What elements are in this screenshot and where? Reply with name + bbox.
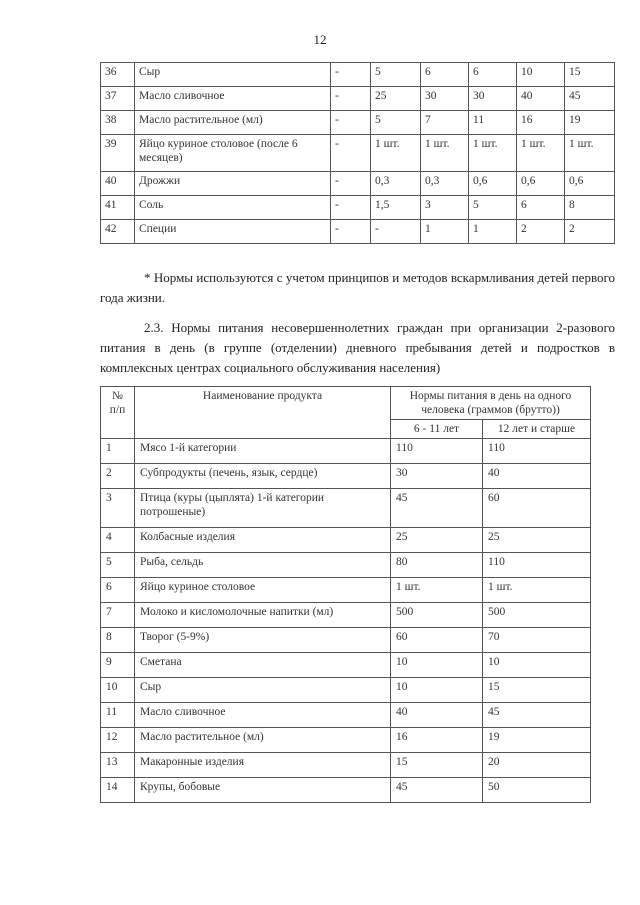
table-cell: 4 bbox=[101, 528, 135, 553]
table-cell: - bbox=[331, 172, 371, 196]
table-cell: 19 bbox=[483, 728, 591, 753]
table-cell: 40 bbox=[101, 172, 135, 196]
table-row bbox=[101, 653, 591, 678]
table-cell: 50 bbox=[483, 778, 591, 803]
table-cell: 7 bbox=[101, 603, 135, 628]
table-row bbox=[101, 753, 591, 778]
table-cell: 20 bbox=[483, 753, 591, 778]
table-row bbox=[101, 63, 615, 87]
table-cell: 500 bbox=[391, 603, 483, 628]
table-row bbox=[101, 196, 615, 220]
table-row bbox=[101, 553, 591, 578]
product-name-cell: Масло сливочное bbox=[135, 703, 391, 728]
table-row bbox=[101, 87, 615, 111]
table-cell: 30 bbox=[391, 464, 483, 489]
table-cell: 1 bbox=[421, 220, 469, 244]
table-row bbox=[101, 728, 591, 753]
product-name-cell: Яйцо куриное столовое bbox=[135, 578, 391, 603]
table-row bbox=[101, 439, 591, 464]
table-cell: 12 bbox=[101, 728, 135, 753]
table-row bbox=[101, 603, 591, 628]
table-cell: 45 bbox=[483, 703, 591, 728]
table-cell: 39 bbox=[101, 135, 135, 172]
table-cell: 11 bbox=[469, 111, 517, 135]
product-name-cell: Яйцо куриное столовое (после 6 месяцев) bbox=[135, 135, 331, 172]
product-name-cell: Молоко и кисломолочные напитки (мл) bbox=[135, 603, 391, 628]
table-cell: 1 шт. bbox=[421, 135, 469, 172]
table-cell: 15 bbox=[391, 753, 483, 778]
table-cell: - bbox=[331, 135, 371, 172]
product-name-cell: Макаронные изделия bbox=[135, 753, 391, 778]
table-cell: 8 bbox=[565, 196, 615, 220]
table-cell: 80 bbox=[391, 553, 483, 578]
table-cell: 10 bbox=[391, 653, 483, 678]
product-name-cell: Масло растительное (мл) bbox=[135, 728, 391, 753]
table-cell: 16 bbox=[391, 728, 483, 753]
table-cell: 500 bbox=[483, 603, 591, 628]
norms-table-continued bbox=[100, 62, 615, 244]
header-age-12-plus: 12 лет и старше bbox=[483, 420, 591, 439]
table-cell: 10 bbox=[483, 653, 591, 678]
header-norms: Нормы питания в день на одного человека (граммов (брутто)) bbox=[391, 387, 591, 420]
table-cell: 110 bbox=[483, 439, 591, 464]
product-name-cell: Птица (куры (цыплята) 1-й категории потрошеные) bbox=[135, 489, 391, 528]
table-row bbox=[101, 678, 591, 703]
product-name-cell: Масло растительное (мл) bbox=[135, 111, 331, 135]
table-row bbox=[101, 528, 591, 553]
product-name-cell: Соль bbox=[135, 196, 331, 220]
table-cell: 25 bbox=[483, 528, 591, 553]
table-cell: 3 bbox=[421, 196, 469, 220]
table-cell: 13 bbox=[101, 753, 135, 778]
header-num: № п/п bbox=[101, 387, 135, 439]
table-cell: 3 bbox=[101, 489, 135, 528]
table-cell: 1 шт. bbox=[483, 578, 591, 603]
table-cell: 0,6 bbox=[565, 172, 615, 196]
table-cell: 45 bbox=[391, 778, 483, 803]
product-name-cell: Сыр bbox=[135, 63, 331, 87]
table-cell: 25 bbox=[391, 528, 483, 553]
table-cell: 37 bbox=[101, 87, 135, 111]
norms-table-2-3 bbox=[100, 386, 591, 803]
table-cell: 1,5 bbox=[371, 196, 421, 220]
table-cell: 1 bbox=[469, 220, 517, 244]
table-row bbox=[101, 220, 615, 244]
product-name-cell: Специи bbox=[135, 220, 331, 244]
table-cell: 9 bbox=[101, 653, 135, 678]
product-name-cell: Дрожжи bbox=[135, 172, 331, 196]
table-cell: 1 bbox=[101, 439, 135, 464]
table-cell: 38 bbox=[101, 111, 135, 135]
table-cell: 6 bbox=[421, 63, 469, 87]
table-cell: 5 bbox=[371, 63, 421, 87]
table-cell: 45 bbox=[391, 489, 483, 528]
header-product-name: Наименование продукта bbox=[135, 387, 391, 439]
table-cell: 42 bbox=[101, 220, 135, 244]
table-cell: 7 bbox=[421, 111, 469, 135]
product-name-cell: Сметана bbox=[135, 653, 391, 678]
table-cell: - bbox=[331, 63, 371, 87]
product-name-cell: Крупы, бобовые bbox=[135, 778, 391, 803]
table-cell: 41 bbox=[101, 196, 135, 220]
product-name-cell: Колбасные изделия bbox=[135, 528, 391, 553]
table-cell: - bbox=[331, 87, 371, 111]
table-cell: 14 bbox=[101, 778, 135, 803]
table-cell: - bbox=[371, 220, 421, 244]
table-cell: 1 шт. bbox=[517, 135, 565, 172]
table-cell: 1 шт. bbox=[565, 135, 615, 172]
table-row bbox=[101, 172, 615, 196]
product-name-cell: Субпродукты (печень, язык, сердце) bbox=[135, 464, 391, 489]
table-cell: 40 bbox=[517, 87, 565, 111]
table-cell: 0,3 bbox=[421, 172, 469, 196]
table-cell: 19 bbox=[565, 111, 615, 135]
table-cell: - bbox=[331, 220, 371, 244]
table-cell: 45 bbox=[565, 87, 615, 111]
table-row bbox=[101, 489, 591, 528]
table-cell: 30 bbox=[421, 87, 469, 111]
table-cell: 40 bbox=[391, 703, 483, 728]
table-row bbox=[101, 703, 591, 728]
page-number: 12 bbox=[313, 32, 327, 47]
product-name-cell: Масло сливочное bbox=[135, 87, 331, 111]
table-cell: 6 bbox=[469, 63, 517, 87]
table-cell: 10 bbox=[517, 63, 565, 87]
table-row bbox=[101, 135, 615, 172]
product-name-cell: Сыр bbox=[135, 678, 391, 703]
table-cell: 1 шт. bbox=[469, 135, 517, 172]
table-cell: 5 bbox=[469, 196, 517, 220]
table-cell: - bbox=[331, 196, 371, 220]
table-cell: 15 bbox=[565, 63, 615, 87]
footnote: * Нормы используются с учетом принципов и методов вскармливания детей первого года жизни. bbox=[100, 270, 615, 305]
table-cell: 0,6 bbox=[469, 172, 517, 196]
table-cell: 6 bbox=[101, 578, 135, 603]
table-cell: 110 bbox=[483, 553, 591, 578]
product-name-cell: Творог (5-9%) bbox=[135, 628, 391, 653]
table-cell: - bbox=[331, 111, 371, 135]
table-cell: 2 bbox=[101, 464, 135, 489]
table-cell: 60 bbox=[483, 489, 591, 528]
table-row bbox=[101, 464, 591, 489]
table-cell: 25 bbox=[371, 87, 421, 111]
table-cell: 36 bbox=[101, 63, 135, 87]
table-cell: 15 bbox=[483, 678, 591, 703]
section-title: 2.3. Нормы питания несовершеннолетних граждан при организации 2-разового питания в день (в группе (отделении) дневного пребывания детей и подростков в комплексных центрах социального обслуживания населения) bbox=[100, 320, 615, 375]
table-cell: 70 bbox=[483, 628, 591, 653]
table-cell: 0,3 bbox=[371, 172, 421, 196]
table-cell: 5 bbox=[101, 553, 135, 578]
table-row bbox=[101, 578, 591, 603]
table-row bbox=[101, 778, 591, 803]
table-cell: 8 bbox=[101, 628, 135, 653]
table-cell: 5 bbox=[371, 111, 421, 135]
table-cell: 2 bbox=[565, 220, 615, 244]
table-cell: 10 bbox=[101, 678, 135, 703]
header-age-6-11: 6 - 11 лет bbox=[391, 420, 483, 439]
table-cell: 60 bbox=[391, 628, 483, 653]
table-cell: 2 bbox=[517, 220, 565, 244]
table-cell: 1 шт. bbox=[371, 135, 421, 172]
table-cell: 0,6 bbox=[517, 172, 565, 196]
table-cell: 16 bbox=[517, 111, 565, 135]
table-cell: 40 bbox=[483, 464, 591, 489]
table-cell: 11 bbox=[101, 703, 135, 728]
table-cell: 6 bbox=[517, 196, 565, 220]
product-name-cell: Мясо 1-й категории bbox=[135, 439, 391, 464]
table-row bbox=[101, 111, 615, 135]
table-cell: 30 bbox=[469, 87, 517, 111]
table-cell: 10 bbox=[391, 678, 483, 703]
table-cell: 1 шт. bbox=[391, 578, 483, 603]
product-name-cell: Рыба, сельдь bbox=[135, 553, 391, 578]
table-row bbox=[101, 628, 591, 653]
table-cell: 110 bbox=[391, 439, 483, 464]
